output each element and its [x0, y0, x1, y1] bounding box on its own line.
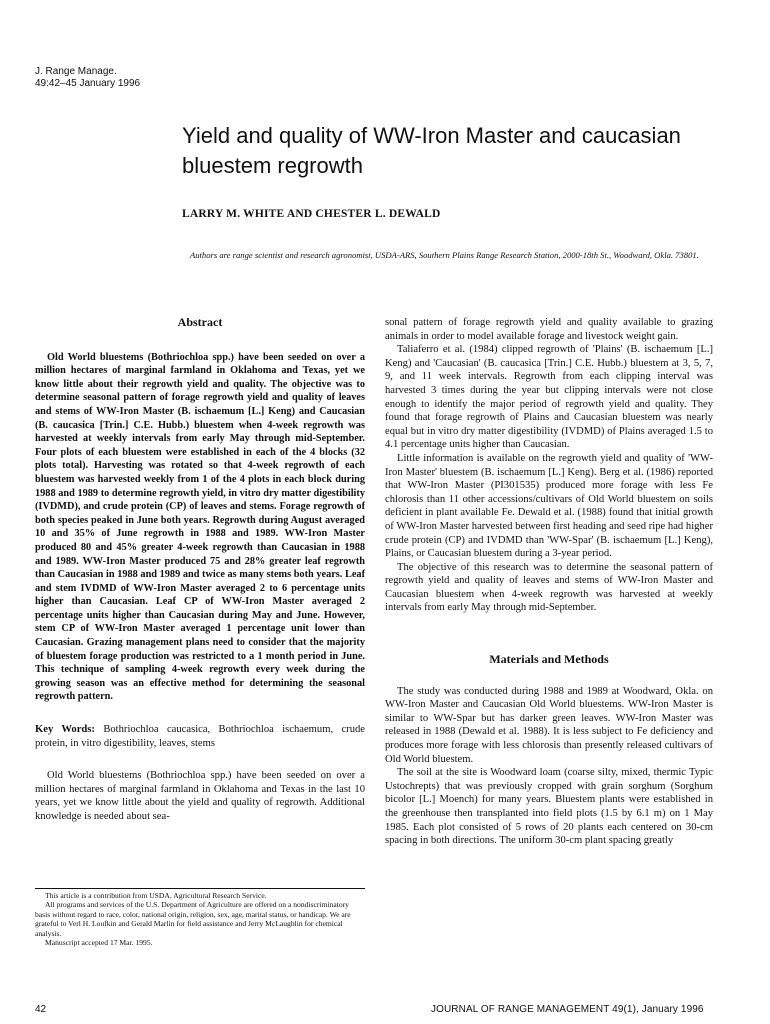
left-column [35, 316, 365, 824]
right-column [385, 316, 713, 848]
right-paragraph-2: Taliaferro et al. (1984) clipped regrowth of 'Plains' (B. ischaemum [L.] Keng) and 'Caucasian' (B. caucasica [Trin.] C.E. Hubb.) bluestem at 3, 5, 7, 9, and 11 week intervals. Regrowth from each clipping interval was harvested 3 times during the year but clipping intervals were not close enough to identify the major period of regrowth yield and quality. They found that forage regrowth of Plains and Caucasian bluestem was nearly equal but in vitro dry matter digestibility (IVDMD) of Plains averaged 1.5 to 4.1 percentage units higher than Caucasian. [385, 344, 713, 451]
footnote-2: All programs and services of the U.S. Department of Agriculture are offered on a nondiscriminatory basis without regard to race, color, national origin, religion, sex, age, marital status, or handicap. We are grateful to Verl H. Loufkin and Gerald Marlin for field assistance and Jerry McLaughlin for chemical analysis. [35, 900, 351, 938]
page-number: 42 [35, 1004, 47, 1015]
right-paragraph-1: sonal pattern of forage regrowth yield and quality available to grazing animals in order to model available forage and livestock weight gain. [385, 317, 713, 342]
right-paragraph-6: The soil at the site is Woodward loam (coarse silty, mixed, thermic Typic Ustochrepts) that was previously cropped with grain sorghum (Sorghum bicolor [L.] Moench) for many years. Bluestem plants were established in the greenhouse then transplanted into field plots (1.5 by 6.1 m) on 1 May 1985. Each plot consisted of 5 rows of 20 plants each centered on 30-cm spacing in both directions. The uniform 30-cm plant spacing greatly [385, 767, 713, 847]
footnote-divider [35, 888, 365, 889]
author-affiliation: Authors are range scientist and research agronomist, USDA-ARS, Southern Plains Range Research Station, 2000-18th St., Woodward, Okla. 73801. [190, 250, 699, 260]
footnote-3: Manuscript accepted 17 Mar. 1995. [45, 938, 153, 948]
keywords [35, 723, 365, 750]
journal-ref-line1: J. Range Manage. [35, 66, 117, 77]
right-paragraph-3: Little information is available on the regrowth yield and quality of 'WW-Iron Master' bluestem (B. ischaemum [L.] Keng). Berg et al. (1986) reported that WW-Iron Master (PI301535) produced more forage with less Fe chlorosis than 11 other accessions/cultivars of Old World bluestem on soils deficient in plant available Fe. Dewald et al. (1988) found that initial growth of WW-Iron Master harvested between first heading and seed ripe had higher crude protein (CP) and IVDMD than 'WW-Spar' (B. ischaemum [L.] Keng), Plains, or Caucasian bluestem during a 3-year period. [385, 452, 713, 560]
keywords-label: Key Words: [35, 724, 95, 736]
right-paragraph-5: The study was conducted during 1988 and 1989 at Woodward, Okla. on WW-Iron Master and Caucasian Old World bluestems. WW-Iron Master is similar to WW-Spar but has darker green leaves. WW-Iron Master was released in 1988 (Dewald et al. 1988). It is less subject to Fe deficiency and produces more forage with less chlorosis than presently released cultivars of Old World bluestem. [385, 685, 713, 765]
author-names: LARRY M. WHITE AND CHESTER L. DEWALD [182, 208, 441, 220]
right-paragraph-4: The objective of this research was to determine the seasonal pattern of regrowth yield and quality of leaves and stems of WW-Iron Master and Caucasian bluestem when 4-week regrowth was harvested at weekly intervals from early May through mid-September. [385, 561, 713, 614]
journal-reference [35, 66, 140, 90]
intro-paragraph: Old World bluestems (Bothriochloa spp.) have been seeded on over a million hectares of marginal farmland in Oklahoma and Texas in the last 10 years, yet we know little about the yield and quality of regrowth. Additional knowledge is needed about sea- [35, 770, 365, 822]
footnote-1: This article is a contribution from USDA, Agricultural Research Service. [45, 891, 267, 900]
article-title: Yield and quality of WW-Iron Master and caucasian bluestem regrowth [182, 123, 681, 178]
journal-ref-line2: 49:42–45 January 1996 [35, 78, 141, 89]
abstract-heading: Abstract [177, 315, 223, 329]
footer-journal: JOURNAL OF RANGE MANAGEMENT 49(1), January 1996 [431, 1004, 704, 1015]
abstract-text: Old World bluestems (Bothriochloa spp.) have been seeded on over a million hectares of marginal farmland in Oklahoma and Texas, yet we know little about their regrowth yield and quality. The objective was to determine seasonal pattern of forage regrowth yield and quality of leaves and stems of WW-Iron Master (B. ischaemum [L.] Keng) and Caucasian (B. caucasica [Trin.] C.E. Hubb.) bluestem when 4-week regrowth was harvested at weekly intervals from early May through mid-September. Four plots of each bluestem were established in each of the 4 blocks (32 plots total). Harvesting was rotated so that 4-week regrowth of each bluestem was harvested weekly from 1 of the 4 plots in each block during 1988 and 1989 to determine regrowth yield, in vitro dry matter digestibility (IVDMD), and crude protein (CP) of leaves and stems. Forage regrowth of both species peaked in June both years. Regrowth during August averaged 10 and 35% of June regrowth in 1988 and 1989. WW-Iron Master produced 80 and 45% greater 4-week regrowth than Caucasian in 1988 and 1989. WW-Iron Master produced 75 and 28% greater leaf regrowth than Caucasian in 1988 and 1989 and twice as many stems both years. Leaf and stem IVDMD of WW-Iron Master averaged 2 to 6 percentage units higher than Caucasian. Leaf CP of WW-Iron Master averaged 2 percentage units higher than Caucasian during May and June. However, stem CP of WW-Iron Master averaged 1 percentage unit lower than Caucasian. Grazing management plans need to consider that the majority of bluestem forage production was restricted to a 1 month period in June. This technique of sampling 4-week regrowth every week during the growing season was an effective method for determining the seasonal regrowth pattern. [35, 351, 365, 703]
keywords-text: Bothriochloa caucasica, Bothriochloa ischaemum, crude protein, in vitro digestibility, leaves, stems [35, 724, 365, 749]
materials-methods-heading: Materials and Methods [489, 652, 609, 667]
footnotes [35, 891, 365, 947]
